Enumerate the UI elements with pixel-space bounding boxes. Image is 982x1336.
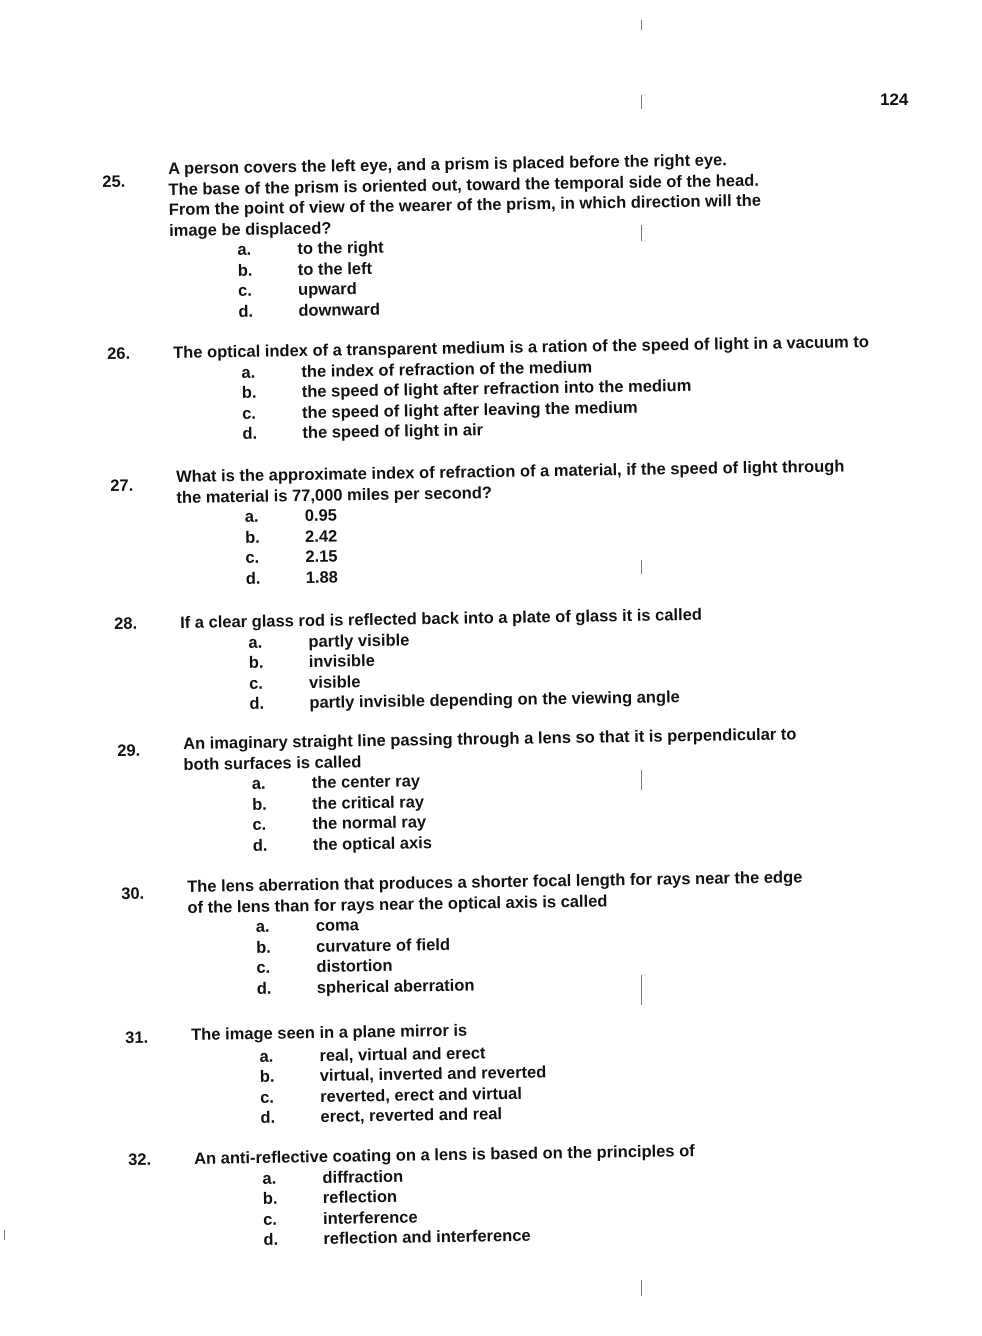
option-letter: b.: [237, 261, 253, 280]
option-letter: d.: [252, 836, 268, 855]
question-28: [114, 602, 876, 716]
option-letter: c.: [245, 548, 260, 567]
option-text: reverted, erect and virtual: [319, 1084, 523, 1106]
question-line: The base of the prism is oriented out, toward the temporal side of the head.: [168, 171, 759, 199]
option-text: invisible: [308, 651, 375, 671]
option-letter: b.: [262, 1189, 278, 1208]
question-line: image be displaced?: [168, 218, 332, 240]
scan-artifact: [641, 1280, 642, 1296]
option-letter: a.: [259, 1047, 274, 1066]
option-letter: d.: [260, 1108, 276, 1127]
question-line: The lens aberration that produces a shorter focal length for rays near the edge: [187, 868, 803, 896]
option-letter: b.: [241, 383, 257, 402]
question-number: 29.: [117, 741, 141, 760]
question-number: 26.: [107, 344, 131, 363]
option-letter: b.: [244, 528, 260, 547]
option-letter: c.: [248, 674, 264, 693]
answer-options: [256, 907, 883, 999]
answer-options: [241, 353, 868, 445]
option-text: interference: [322, 1207, 418, 1228]
option-text: 0.95: [304, 506, 338, 525]
option-letter: b.: [259, 1067, 275, 1086]
option-text: the critical ray: [311, 792, 425, 813]
question-29: [117, 723, 879, 858]
option-letter: b.: [255, 938, 271, 957]
question-number: 30.: [121, 884, 145, 903]
question-number: 27.: [110, 476, 134, 495]
question-line: of the lens than for rays near the optical axis is called: [187, 891, 608, 917]
question-line: The image seen in a plane mirror is: [191, 1021, 468, 1044]
answer-options: [248, 623, 875, 715]
answer-options: [252, 764, 879, 856]
option-letter: c.: [237, 281, 252, 300]
question-number: 31.: [125, 1028, 149, 1047]
question-line: From the point of view of the wearer of the prism, in which direction will the: [168, 191, 762, 219]
question-31: [125, 1014, 887, 1130]
option-letter: d.: [242, 424, 258, 443]
question-line: An imaginary straight line passing through a lens so that it is perpendicular to: [183, 725, 797, 753]
option-letter: a.: [251, 774, 266, 793]
option-letter: d.: [245, 569, 261, 588]
option-text: virtual, inverted and reverted: [319, 1063, 547, 1085]
option-text: to the right: [297, 238, 384, 258]
option-text: to the left: [297, 259, 373, 279]
option-letter: c.: [252, 815, 267, 834]
question-27: [110, 456, 872, 591]
option-text: the optical axis: [312, 833, 433, 854]
option-letter: a.: [262, 1169, 277, 1188]
option-text: visible: [308, 672, 361, 692]
option-letter: b.: [248, 653, 264, 672]
question-line: A person covers the left eye, and a prism is placed before the right eye.: [168, 151, 727, 178]
option-letter: d.: [249, 694, 265, 713]
option-text: downward: [298, 300, 381, 320]
question-number: 25.: [102, 172, 126, 191]
option-letter: a.: [255, 917, 270, 936]
option-letter: c.: [262, 1210, 278, 1229]
question-line: The optical index of a transparent medium is a ration of the speed of light in a vacuum to: [173, 333, 870, 362]
question-30: [121, 866, 883, 1001]
question-line: An anti-reflective coating on a lens is based on the principles of: [194, 1142, 695, 1168]
question-text: [168, 148, 859, 241]
option-text: 2.15: [305, 547, 338, 566]
option-text: partly invisible depending on the viewing angle: [309, 688, 680, 712]
option-text: distortion: [316, 956, 393, 976]
option-letter: d.: [263, 1230, 279, 1249]
option-letter: c.: [259, 1088, 275, 1107]
option-text: erect, reverted and real: [320, 1105, 503, 1126]
scan-artifact: [641, 20, 642, 30]
question-25: [102, 148, 864, 324]
option-text: 1.88: [305, 567, 339, 587]
option-text: spherical aberration: [316, 975, 475, 997]
option-letter: c.: [256, 958, 271, 977]
option-text: reflection: [322, 1187, 398, 1207]
option-letter: a.: [241, 363, 256, 382]
option-letter: b.: [251, 795, 267, 814]
option-letter: d.: [256, 979, 272, 998]
option-text: real, virtual and erect: [319, 1043, 486, 1065]
option-text: coma: [315, 916, 360, 935]
question-number: 28.: [114, 614, 138, 633]
answer-options: [245, 497, 872, 589]
option-text: curvature of field: [315, 935, 451, 956]
option-letter: a.: [237, 240, 252, 259]
answer-options: [259, 1037, 886, 1129]
question-line: the material is 77,000 miles per second?: [176, 483, 493, 507]
option-text: the normal ray: [312, 813, 427, 833]
answer-options: [262, 1159, 889, 1251]
scan-artifact: [4, 1230, 5, 1240]
question-26: [107, 332, 869, 446]
option-text: the index of refraction of the medium: [301, 357, 593, 381]
option-text: the speed of light after refraction into the medium: [301, 376, 692, 401]
option-text: 2.42: [304, 526, 338, 546]
answer-options: [237, 230, 864, 322]
question-32: [128, 1138, 890, 1252]
option-text: diffraction: [322, 1167, 404, 1187]
option-text: the speed of light in air: [302, 421, 484, 442]
option-text: upward: [297, 280, 357, 299]
option-text: partly visible: [308, 630, 410, 651]
question-line: What is the approximate index of refraction of a material, if the speed of light through: [176, 457, 845, 486]
scan-artifact: [641, 95, 642, 109]
option-letter: a.: [248, 633, 263, 652]
option-text: the speed of light after leaving the medium: [301, 398, 638, 422]
question-number: 32.: [128, 1150, 152, 1169]
option-text: the center ray: [311, 772, 421, 792]
question-line: both surfaces is called: [183, 752, 362, 774]
option-letter: a.: [244, 507, 259, 526]
page-number: 124: [880, 90, 909, 109]
option-letter: d.: [238, 302, 254, 321]
option-text: reflection and interference: [323, 1226, 531, 1248]
option-letter: c.: [241, 404, 257, 423]
question-line: If a clear glass rod is reflected back into a plate of glass it is called: [180, 605, 703, 632]
